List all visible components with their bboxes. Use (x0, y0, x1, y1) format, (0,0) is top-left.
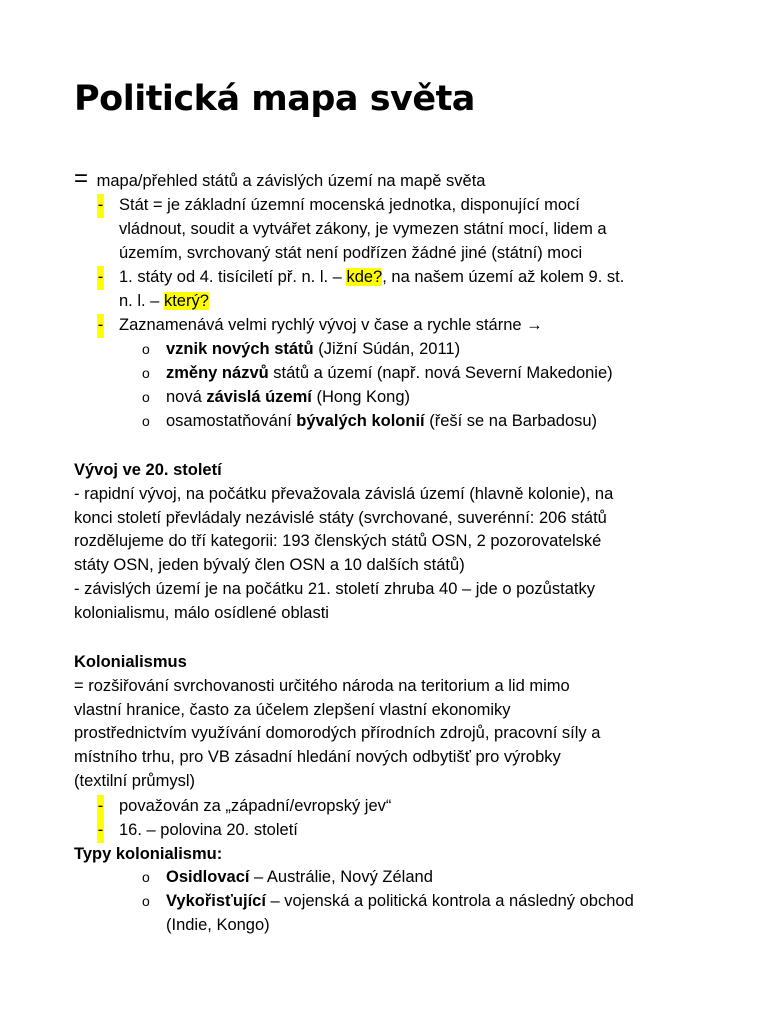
paragraph-line: - závislých území je na počátku 21. století zhruba 40 – jde o pozůstatky (74, 579, 595, 598)
bold-term: Osidlovací (166, 868, 250, 886)
equals-sign: = (74, 165, 89, 192)
paragraph-line: kolonialismu, málo osídlené oblasti (74, 603, 329, 622)
dash-marker: - (97, 266, 104, 290)
type-item-text (166, 890, 634, 914)
type-item-rest: – Austrálie, Nový Zéland (249, 868, 433, 886)
paragraph-line: prostřednictvím využívání domorodých přírodních zdrojů, pracovní síly a (74, 724, 601, 743)
section-heading: Kolonialismus (74, 653, 187, 671)
bullet-dash-5 (97, 819, 104, 843)
bullet-1-line: vládnout, soudit a vytvářet zákony, je vymezen státní mocí, lidem a (119, 219, 607, 238)
intro-text: mapa/přehled států a závislých území na mapě světa (96, 172, 486, 190)
circle-bullet-icon: o (142, 893, 150, 909)
sub-bullet-1 (142, 338, 461, 362)
sub-bullet-text (166, 338, 460, 362)
sub-bullet-2 (142, 362, 613, 386)
circle-bullet-icon: o (142, 341, 150, 357)
bullet-2-line-2 (119, 290, 624, 314)
bullet-2-line-1 (119, 266, 624, 290)
sub-bullet-pre: osamostatňování (166, 412, 297, 430)
paragraph-line: = rozšiřování svrchovanosti určitého národa na teritorium a lid mimo (74, 676, 570, 695)
circle-bullet-icon: o (142, 413, 150, 429)
bold-term: závislá území (206, 388, 312, 406)
highlight-question: který? (163, 291, 209, 310)
type-item-text (166, 866, 433, 890)
types-heading: Typy kolonialismu: (74, 845, 223, 863)
sub-bullet-pre: nová (166, 388, 207, 406)
bullet-2-text-part: , na našem území až kolem 9. st. (382, 268, 625, 286)
dash-marker: - (97, 194, 104, 218)
dash-marker: - (97, 314, 104, 338)
bullet-2-text (119, 266, 624, 314)
paragraph-line: (textilní průmysl) (74, 771, 196, 790)
bullet-3-text (119, 314, 543, 338)
sub-bullet-rest: (řeší se na Barbadosu) (424, 412, 598, 430)
sub-bullet-text (166, 362, 613, 386)
section-kolonialismus (74, 651, 600, 794)
dash-marker: - (97, 819, 104, 843)
type-item-1 (142, 866, 433, 890)
sub-bullet-rest: (Jižní Súdán, 2011) (313, 340, 461, 358)
paragraph-line: - rapidní vývoj, na počátku převažovala závislá území (hlavně kolonie), na (74, 484, 614, 503)
bullet-dash-4 (97, 795, 104, 819)
type-item-continuation: (Indie, Kongo) (166, 916, 270, 934)
arrow-right-icon: → (526, 316, 543, 334)
sub-bullet-rest: států a území (např. nová Severní Makedonie) (268, 364, 613, 382)
circle-bullet-icon: o (142, 365, 150, 381)
bold-term: bývalých kolonií (296, 412, 425, 430)
intro-line (74, 167, 485, 194)
highlight-question: kde? (346, 268, 383, 286)
sub-bullet-3 (142, 386, 410, 410)
bold-term: změny názvů (166, 364, 269, 382)
sub-bullet-text (166, 410, 597, 434)
type-item-2 (142, 890, 634, 934)
section-heading: Vývoj ve 20. století (74, 461, 222, 479)
bullet-1-line: Stát = je základní územní mocenská jednotka, disponující mocí (119, 196, 580, 214)
circle-bullet-icon: o (142, 389, 150, 405)
paragraph-line: vlastní hranice, často za účelem zlepšení vlastní ekonomiky (74, 700, 511, 719)
paragraph-line: rozdělujeme do tří kategorii: 193 členských států OSN, 2 pozorovatelské (74, 532, 602, 551)
bullet-1-text (119, 194, 607, 265)
sub-bullet-text (166, 386, 410, 410)
section-vyvoj (74, 459, 613, 626)
type-item-rest: – vojenská a politická kontrola a následný obchod (265, 892, 634, 910)
paragraph-line: státy OSN, jeden bývalý člen OSN a 10 dalších států) (74, 556, 465, 575)
paragraph-line: konci století převládaly nezávislé státy (svrchované, suverénní: 206 států (74, 508, 607, 527)
page-title: Politická mapa světa (74, 79, 475, 119)
sub-bullet-4 (142, 410, 598, 434)
bullet-dash-1 (97, 194, 104, 218)
bullet-3-label: Zaznamenává velmi rychlý vývoj v čase a rychle stárne (119, 316, 522, 334)
bullet-2-text-part: n. l. – (119, 291, 164, 310)
bold-term: Vykořisťující (166, 892, 266, 910)
dash-marker: - (97, 795, 104, 819)
circle-bullet-icon: o (142, 869, 150, 885)
bullet-dash-2 (97, 266, 104, 290)
bold-term: vznik nových států (166, 340, 314, 358)
kolonialismus-bullet-2: 16. – polovina 20. století (119, 821, 298, 839)
paragraph-line: místního trhu, pro VB zásadní hledání nových odbytišť pro výrobky (74, 748, 561, 767)
sub-bullet-rest: (Hong Kong) (311, 388, 410, 406)
bullet-dash-3 (97, 314, 104, 338)
bullet-1-line: územím, svrchovaný stát není podřízen žádné jiné (státní) moci (119, 243, 583, 262)
kolonialismus-bullet-1: považován za „západní/evropský jev“ (119, 797, 392, 815)
bullet-2-text-part: 1. státy od 4. tisíciletí př. n. l. – (119, 268, 347, 286)
